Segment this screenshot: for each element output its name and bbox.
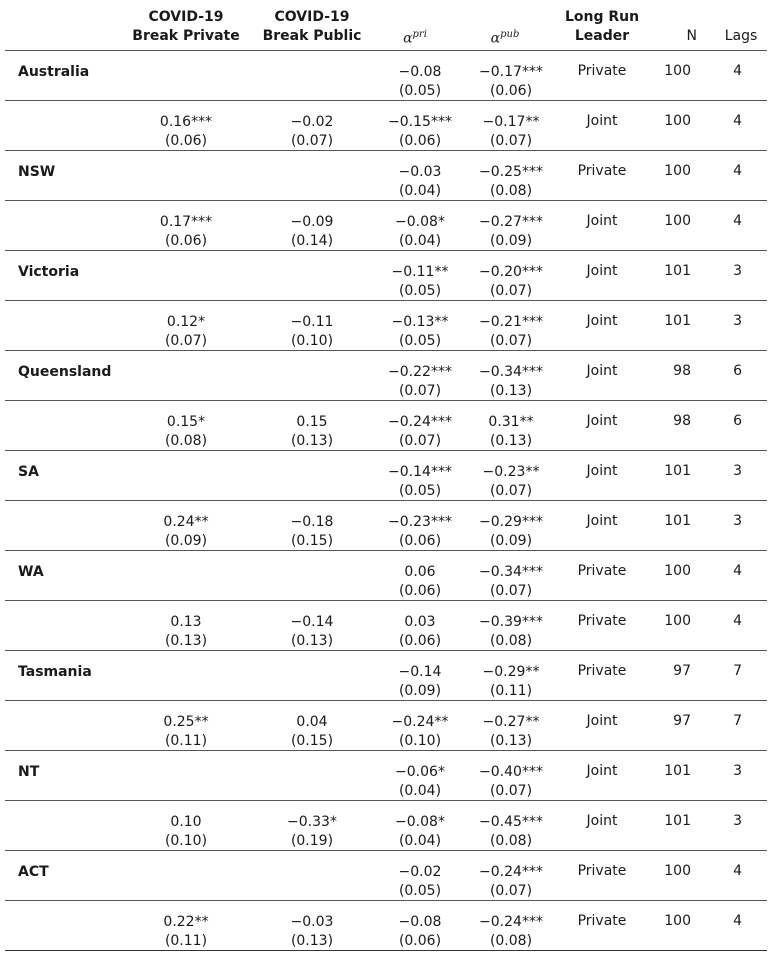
alpha-pub-cell (471, 363, 551, 401)
table-body (5, 51, 767, 951)
break-private-coef: 0.10 (170, 814, 202, 830)
table-row (5, 901, 767, 951)
alpha-pub-cell (471, 913, 551, 951)
table-row (5, 301, 767, 351)
leader-cell: Private (577, 913, 627, 929)
break-private-stderr: (0.09) (164, 533, 208, 549)
alpha-pri-stderr: (0.06) (398, 933, 442, 949)
n-cell: 97 (673, 713, 691, 729)
break-public-stderr: (0.19) (290, 833, 334, 849)
header-leader-line2: Leader (574, 28, 630, 44)
alpha-pub-cell (471, 213, 551, 251)
alpha-pri-stderr: (0.07) (398, 383, 442, 399)
table-row (5, 351, 767, 401)
n-cell: 97 (673, 663, 691, 679)
table-row (5, 251, 767, 301)
alpha-pub-stderr: (0.07) (489, 283, 533, 299)
alpha-pub-stderr: (0.07) (489, 133, 533, 149)
break-private-coef: 0.15* (166, 414, 206, 430)
lags-cell: 4 (733, 163, 742, 179)
break-public-cell (272, 413, 352, 451)
alpha-pri-coef: −0.06* (395, 764, 445, 780)
break-public-coef: −0.09 (290, 214, 334, 230)
n-cell: 101 (664, 463, 691, 479)
alpha-pub-coef: −0.25*** (479, 164, 543, 180)
alpha-pri-coef: −0.08* (395, 814, 445, 830)
table-row (5, 501, 767, 551)
alpha-pub-cell (471, 713, 551, 751)
break-public-stderr: (0.15) (290, 533, 334, 549)
alpha-pri-cell (380, 463, 460, 501)
leader-cell: Joint (586, 413, 618, 429)
alpha-pub-coef: −0.24*** (479, 864, 543, 880)
region-label: Queensland (18, 364, 112, 380)
alpha-pub-cell (471, 263, 551, 301)
break-private-cell (146, 513, 226, 551)
break-public-stderr: (0.10) (290, 333, 334, 349)
break-public-cell (272, 713, 352, 751)
break-public-coef: −0.03 (290, 914, 334, 930)
header-alpha-pri (375, 25, 455, 49)
break-public-stderr: (0.07) (290, 133, 334, 149)
break-private-coef: 0.13 (170, 614, 202, 630)
alpha-pub-cell (471, 563, 551, 601)
break-public-cell (272, 213, 352, 251)
alpha-pri-coef: 0.06 (404, 564, 436, 580)
alpha-pub-stderr: (0.13) (489, 433, 533, 449)
alpha-pri-stderr: (0.07) (398, 433, 442, 449)
header-alpha-pri-sup: pri (412, 29, 427, 40)
break-private-stderr: (0.10) (164, 833, 208, 849)
n-cell: 100 (664, 113, 691, 129)
alpha-pri-coef: −0.08 (398, 64, 442, 80)
alpha-pub-stderr: (0.07) (489, 783, 533, 799)
region-label: NSW (18, 164, 56, 180)
n-cell: 100 (664, 563, 691, 579)
n-cell: 101 (664, 813, 691, 829)
alpha-pri-cell (380, 63, 460, 101)
break-public-coef: −0.33* (287, 814, 337, 830)
leader-cell: Private (577, 613, 627, 629)
lags-cell: 7 (733, 663, 742, 679)
break-private-cell (146, 213, 226, 251)
lags-cell: 6 (733, 363, 742, 379)
alpha-pub-coef: −0.29** (482, 664, 540, 680)
table-row (5, 801, 767, 851)
alpha-pri-cell (380, 863, 460, 901)
header-leader-line1: Long Run (564, 9, 640, 25)
alpha-pub-coef: −0.40*** (479, 764, 543, 780)
alpha-pub-stderr: (0.08) (489, 933, 533, 949)
n-cell: 98 (673, 413, 691, 429)
table-row (5, 701, 767, 751)
leader-cell: Private (577, 563, 627, 579)
alpha-pub-cell (471, 663, 551, 701)
leader-cell: Joint (586, 763, 618, 779)
alpha-pub-stderr: (0.07) (489, 883, 533, 899)
break-private-coef: 0.24** (163, 514, 209, 530)
alpha-pri-stderr: (0.06) (398, 133, 442, 149)
alpha-pri-cell (380, 163, 460, 201)
leader-cell: Joint (586, 463, 618, 479)
table-row (5, 401, 767, 451)
break-private-coef: 0.12* (166, 314, 206, 330)
table-row (5, 451, 767, 501)
alpha-pri-stderr: (0.06) (398, 583, 442, 599)
break-private-cell (146, 413, 226, 451)
header-break-private (130, 8, 242, 46)
alpha-pub-coef: −0.17** (482, 114, 540, 130)
results-table (5, 0, 767, 951)
region-label: Victoria (18, 264, 80, 280)
alpha-pri-stderr: (0.04) (398, 833, 442, 849)
break-private-coef: 0.17*** (159, 214, 213, 230)
alpha-pub-stderr: (0.07) (489, 333, 533, 349)
n-cell: 101 (664, 263, 691, 279)
alpha-pub-stderr: (0.11) (489, 683, 533, 699)
n-cell: 100 (664, 913, 691, 929)
alpha-pub-stderr: (0.07) (489, 583, 533, 599)
n-cell: 101 (664, 763, 691, 779)
lags-cell: 6 (733, 413, 742, 429)
lags-cell: 3 (733, 813, 742, 829)
break-public-coef: −0.14 (290, 614, 334, 630)
break-public-stderr: (0.13) (290, 633, 334, 649)
n-cell: 100 (664, 163, 691, 179)
break-public-coef: −0.02 (290, 114, 334, 130)
alpha-pub-coef: 0.31** (488, 414, 534, 430)
leader-cell: Joint (586, 363, 618, 379)
leader-cell: Private (577, 863, 627, 879)
table-row (5, 51, 767, 101)
alpha-pub-cell (471, 513, 551, 551)
break-public-stderr: (0.13) (290, 933, 334, 949)
region-label: NT (18, 764, 40, 780)
break-public-stderr: (0.14) (290, 233, 334, 249)
leader-cell: Private (577, 63, 627, 79)
alpha-pri-stderr: (0.06) (398, 533, 442, 549)
alpha-pri-stderr: (0.10) (398, 733, 442, 749)
leader-cell: Joint (586, 513, 618, 529)
table-row (5, 151, 767, 201)
alpha-pub-cell (471, 463, 551, 501)
alpha-pri-cell (380, 513, 460, 551)
break-private-cell (146, 713, 226, 751)
alpha-pri-stderr: (0.05) (398, 483, 442, 499)
alpha-pub-coef: −0.23** (482, 464, 540, 480)
lags-cell: 3 (733, 513, 742, 529)
alpha-pub-cell (471, 313, 551, 351)
break-private-cell (146, 813, 226, 851)
header-alpha-pub-base: α (490, 30, 501, 47)
break-public-coef: 0.15 (296, 414, 328, 430)
break-private-stderr: (0.11) (164, 733, 208, 749)
alpha-pri-stderr: (0.05) (398, 283, 442, 299)
alpha-pub-coef: −0.27** (482, 714, 540, 730)
n-cell: 100 (664, 613, 691, 629)
break-private-cell (146, 313, 226, 351)
leader-cell: Private (577, 663, 627, 679)
header-alpha-pub-sup: pub (500, 29, 520, 40)
alpha-pri-cell (380, 313, 460, 351)
lags-cell: 4 (733, 63, 742, 79)
break-public-stderr: (0.15) (290, 733, 334, 749)
alpha-pri-cell (380, 563, 460, 601)
break-private-coef: 0.16*** (159, 114, 213, 130)
alpha-pri-cell (380, 363, 460, 401)
alpha-pub-cell (471, 613, 551, 651)
break-private-stderr: (0.08) (164, 433, 208, 449)
n-cell: 100 (664, 63, 691, 79)
break-private-stderr: (0.06) (164, 233, 208, 249)
alpha-pub-coef: −0.45*** (479, 814, 543, 830)
alpha-pub-coef: −0.29*** (479, 514, 543, 530)
header-leader (562, 8, 642, 46)
header-break-public-line1: COVID-19 (274, 9, 350, 25)
n-cell: 101 (664, 513, 691, 529)
header-break-private-line2: Break Private (132, 28, 240, 44)
header-lags: Lags (724, 28, 758, 44)
alpha-pub-stderr: (0.09) (489, 533, 533, 549)
break-public-cell (272, 613, 352, 651)
alpha-pri-cell (380, 813, 460, 851)
alpha-pri-coef: 0.03 (404, 614, 436, 630)
alpha-pub-coef: −0.34*** (479, 564, 543, 580)
alpha-pub-stderr: (0.07) (489, 483, 533, 499)
alpha-pri-stderr: (0.04) (398, 233, 442, 249)
lags-cell: 3 (733, 463, 742, 479)
alpha-pub-coef: −0.34*** (479, 364, 543, 380)
lags-cell: 4 (733, 113, 742, 129)
break-public-cell (272, 913, 352, 951)
header-break-public (259, 8, 365, 46)
alpha-pub-cell (471, 163, 551, 201)
break-private-coef: 0.25** (163, 714, 209, 730)
lags-cell: 3 (733, 313, 742, 329)
alpha-pub-stderr: (0.08) (489, 183, 533, 199)
header-break-public-line2: Break Public (262, 28, 362, 44)
leader-cell: Joint (586, 213, 618, 229)
alpha-pub-cell (471, 63, 551, 101)
lags-cell: 3 (733, 263, 742, 279)
alpha-pri-stderr: (0.05) (398, 333, 442, 349)
alpha-pub-coef: −0.17*** (479, 64, 543, 80)
alpha-pri-coef: −0.24*** (388, 414, 452, 430)
alpha-pri-cell (380, 613, 460, 651)
leader-cell: Joint (586, 313, 618, 329)
alpha-pub-cell (471, 763, 551, 801)
alpha-pri-coef: −0.02 (398, 864, 442, 880)
alpha-pri-stderr: (0.04) (398, 783, 442, 799)
lags-cell: 4 (733, 213, 742, 229)
leader-cell: Joint (586, 113, 618, 129)
region-label: WA (18, 564, 44, 580)
header-alpha-pub (465, 25, 545, 49)
alpha-pri-cell (380, 213, 460, 251)
alpha-pub-cell (471, 413, 551, 451)
alpha-pub-stderr: (0.08) (489, 633, 533, 649)
alpha-pri-coef: −0.22*** (388, 364, 452, 380)
alpha-pub-coef: −0.20*** (479, 264, 543, 280)
table-row (5, 851, 767, 901)
alpha-pri-cell (380, 663, 460, 701)
break-public-cell (272, 813, 352, 851)
leader-cell: Joint (586, 813, 618, 829)
table-row (5, 201, 767, 251)
alpha-pri-coef: −0.08* (395, 214, 445, 230)
alpha-pri-stderr: (0.06) (398, 633, 442, 649)
alpha-pub-stderr: (0.06) (489, 83, 533, 99)
break-public-coef: −0.18 (290, 514, 334, 530)
alpha-pri-coef: −0.15*** (388, 114, 452, 130)
leader-cell: Private (577, 163, 627, 179)
alpha-pri-coef: −0.08 (398, 914, 442, 930)
table-header (5, 0, 767, 51)
alpha-pri-coef: −0.23*** (388, 514, 452, 530)
alpha-pub-cell (471, 813, 551, 851)
alpha-pri-stderr: (0.04) (398, 183, 442, 199)
alpha-pri-cell (380, 263, 460, 301)
alpha-pub-stderr: (0.08) (489, 833, 533, 849)
break-public-cell (272, 313, 352, 351)
lags-cell: 7 (733, 713, 742, 729)
table-row (5, 101, 767, 151)
alpha-pri-stderr: (0.05) (398, 83, 442, 99)
alpha-pri-cell (380, 763, 460, 801)
alpha-pub-coef: −0.21*** (479, 314, 543, 330)
alpha-pri-cell (380, 413, 460, 451)
alpha-pub-coef: −0.39*** (479, 614, 543, 630)
lags-cell: 4 (733, 863, 742, 879)
break-private-cell (146, 913, 226, 951)
lags-cell: 3 (733, 763, 742, 779)
alpha-pri-coef: −0.24** (391, 714, 449, 730)
table-row (5, 551, 767, 601)
alpha-pub-coef: −0.27*** (479, 214, 543, 230)
lags-cell: 4 (733, 613, 742, 629)
leader-cell: Joint (586, 713, 618, 729)
region-label: Tasmania (18, 664, 92, 680)
break-private-cell (146, 113, 226, 151)
break-private-stderr: (0.11) (164, 933, 208, 949)
n-cell: 98 (673, 363, 691, 379)
break-public-coef: 0.04 (296, 714, 328, 730)
region-label: SA (18, 464, 39, 480)
table-row (5, 651, 767, 701)
alpha-pub-stderr: (0.13) (489, 733, 533, 749)
alpha-pri-coef: −0.14*** (388, 464, 452, 480)
break-private-stderr: (0.13) (164, 633, 208, 649)
region-label: ACT (18, 864, 49, 880)
alpha-pri-cell (380, 113, 460, 151)
alpha-pub-stderr: (0.09) (489, 233, 533, 249)
alpha-pri-coef: −0.11** (391, 264, 449, 280)
header-n: N (686, 28, 697, 44)
header-break-private-line1: COVID-19 (148, 9, 224, 25)
table-row (5, 751, 767, 801)
n-cell: 100 (664, 863, 691, 879)
break-public-cell (272, 513, 352, 551)
alpha-pub-stderr: (0.13) (489, 383, 533, 399)
alpha-pri-coef: −0.13** (391, 314, 449, 330)
alpha-pri-coef: −0.14 (398, 664, 442, 680)
n-cell: 100 (664, 213, 691, 229)
n-cell: 101 (664, 313, 691, 329)
break-private-stderr: (0.06) (164, 133, 208, 149)
alpha-pri-cell (380, 913, 460, 951)
break-private-coef: 0.22** (163, 914, 209, 930)
break-public-cell (272, 113, 352, 151)
region-label: Australia (18, 64, 90, 80)
alpha-pub-coef: −0.24*** (479, 914, 543, 930)
alpha-pub-cell (471, 863, 551, 901)
alpha-pub-cell (471, 113, 551, 151)
break-private-stderr: (0.07) (164, 333, 208, 349)
alpha-pri-cell (380, 713, 460, 751)
break-public-stderr: (0.13) (290, 433, 334, 449)
leader-cell: Joint (586, 263, 618, 279)
alpha-pri-stderr: (0.09) (398, 683, 442, 699)
alpha-pri-coef: −0.03 (398, 164, 442, 180)
break-private-cell (146, 613, 226, 651)
lags-cell: 4 (733, 913, 742, 929)
lags-cell: 4 (733, 563, 742, 579)
table-row (5, 601, 767, 651)
break-public-coef: −0.11 (290, 314, 334, 330)
header-alpha-pri-base: α (403, 30, 413, 47)
alpha-pri-stderr: (0.05) (398, 883, 442, 899)
